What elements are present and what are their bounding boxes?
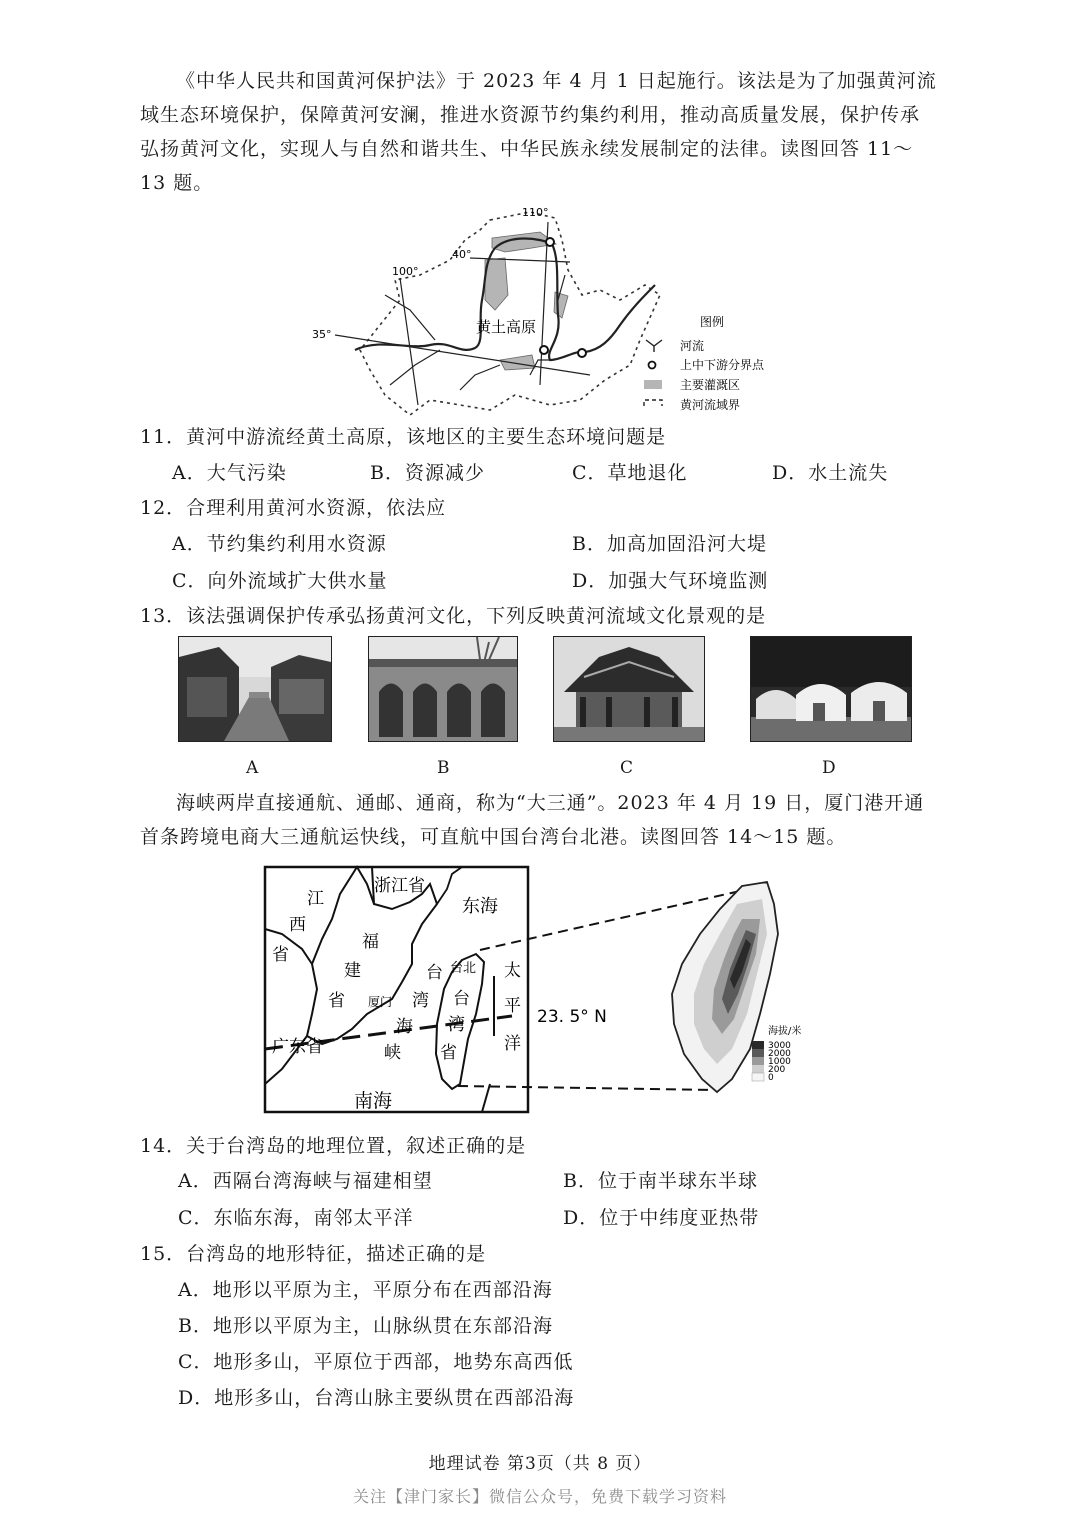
q11-option-a[interactable]: A．大气污染 [172, 462, 287, 484]
river-legend-icon [646, 340, 662, 352]
irrigation-legend-icon [644, 380, 662, 389]
yellow-river [355, 239, 655, 361]
fujian-char-1: 福 [362, 932, 379, 952]
latitude-label: 23. 5° N [537, 1007, 607, 1027]
caption-a: A [246, 758, 259, 778]
photo-d-yurts[interactable] [750, 636, 912, 742]
donghai-label: 东海 [462, 896, 498, 917]
latitude-35-line [335, 335, 590, 375]
strait-char-4: 峡 [384, 1043, 401, 1063]
caption-b: B [437, 758, 450, 778]
strait-char-3: 海 [396, 1017, 413, 1037]
yellow-river-map [300, 200, 780, 425]
taiwan-strait-map [262, 864, 822, 1116]
q11-option-d[interactable]: D．水土流失 [772, 462, 889, 484]
legend-irrigation: 主要灌溉区 [680, 378, 741, 392]
q11-option-c[interactable]: C．草地退化 [572, 462, 688, 484]
caption-c: C [620, 758, 634, 778]
caption-d: D [822, 758, 836, 778]
jiangxi-char-1: 江 [307, 889, 324, 909]
irrigation-area [500, 355, 535, 370]
strait-char-2: 湾 [412, 991, 429, 1011]
division-point-legend-icon [649, 362, 656, 369]
question-12-stem: 12．合理利用黄河水资源，依法应 [140, 497, 447, 519]
pacific-char-1: 太 [504, 961, 521, 981]
pacific-char-2: 平 [504, 996, 521, 1016]
q15-option-b[interactable]: B．地形以平原为主，山脉纵贯在东部沿海 [178, 1315, 553, 1337]
intro2-line: 海峡两岸直接通航、通邮、通商，称为“大三通”。2023 年 4 月 19 日，厦门港开通 [176, 792, 925, 814]
elev-swatch-2000 [752, 1049, 764, 1057]
zhejiang-label: 浙江省 [374, 876, 425, 896]
q12-option-a[interactable]: A．节约集约利用水资源 [172, 533, 387, 555]
q14-option-c[interactable]: C．东临东海，南邻太平洋 [178, 1207, 414, 1229]
watermark-text: 关注【津门家长】微信公众号，免费下载学习资料 [352, 1487, 727, 1506]
lat-35-label: 35° [312, 328, 332, 341]
intro-paragraph-1 [140, 64, 940, 200]
q12-option-c[interactable]: C．向外流域扩大供水量 [172, 570, 388, 592]
elev-swatch-3000 [752, 1041, 764, 1049]
q11-option-b[interactable]: B．资源减少 [370, 462, 485, 484]
question-11-stem: 11．黄河中游流经黄土高原，该地区的主要生态环境问题是 [140, 426, 667, 448]
question-15-stem: 15．台湾岛的地形特征，描述正确的是 [140, 1243, 487, 1265]
intro1-line: 域生态环境保护，保障黄河安澜，推进水资源节约集约利用，推动高质量发展，保护传承 [140, 104, 921, 126]
intro1-line: 弘扬黄河文化，实现人与自然和谐共生、中华民族永续发展制定的法律。读图回答 11～ [140, 138, 914, 160]
division-point [546, 238, 554, 246]
q14-option-d[interactable]: D．位于中纬度亚热带 [563, 1207, 760, 1229]
question-14-stem: 14．关于台湾岛的地理位置，叙述正确的是 [140, 1135, 527, 1157]
lon-110-label: 110° [522, 206, 549, 219]
elevation-legend-title: 海拔/米 [768, 1026, 802, 1037]
lat-40-label: 40° [452, 248, 472, 261]
taiwan-prov-char-1: 台 [453, 989, 470, 1009]
fujian-char-3: 省 [328, 991, 345, 1011]
nanhai-label: 南海 [354, 1090, 393, 1112]
irrigation-area [554, 292, 568, 318]
q15-option-c[interactable]: C．地形多山，平原位于西部，地势东高西低 [178, 1351, 574, 1373]
pacific-char-3: 洋 [504, 1034, 521, 1054]
intro1-line: 13 题。 [140, 172, 214, 194]
elev-tick-3000: 3000 [768, 1041, 791, 1051]
photo-c-dai-building[interactable] [553, 636, 705, 742]
elev-tick-200: 200 [768, 1065, 786, 1075]
fujian-char-2: 建 [344, 961, 361, 981]
elev-tick-0: 0 [768, 1073, 774, 1083]
xiamen-label: 厦门 [368, 995, 393, 1009]
q14-option-b[interactable]: B．位于南半球东半球 [563, 1170, 758, 1192]
q12-option-d[interactable]: D．加强大气环境监测 [572, 570, 769, 592]
jiangxi-char-2: 西 [289, 915, 306, 935]
strait-char-1: 台 [426, 963, 443, 983]
tributary [385, 295, 435, 340]
lon-100-label: 100° [392, 265, 419, 278]
irrigation-area [485, 258, 508, 310]
q14-option-a[interactable]: A．西隔台湾海峡与福建相望 [178, 1170, 433, 1192]
intro2-line: 首条跨境电商大三通航运快线，可直航中国台湾台北港。读图回答 14～15 题。 [140, 826, 847, 848]
tributary [460, 365, 500, 390]
division-point [578, 349, 586, 357]
legend-boundary: 黄河流域界 [680, 398, 741, 412]
legend-title: 图例 [700, 315, 725, 329]
taiwan-prov-char-2: 湾 [448, 1015, 465, 1035]
taiwan-prov-char-3: 省 [440, 1043, 457, 1063]
q15-option-a[interactable]: A．地形以平原为主，平原分布在西部沿海 [178, 1279, 553, 1301]
page-footer: 地理试卷 第3页（共 8 页） [428, 1454, 652, 1474]
photo-a-water-town[interactable] [178, 636, 332, 742]
elev-swatch-200 [752, 1065, 764, 1073]
q12-option-b[interactable]: B．加高加固沿河大堤 [572, 533, 767, 555]
elev-tick-1000: 1000 [768, 1057, 791, 1067]
taipei-label: 台北 [450, 961, 477, 976]
elev-tick-2000: 2000 [768, 1049, 791, 1059]
elev-swatch-0 [752, 1073, 764, 1081]
intro1-line: 《中华人民共和国黄河保护法》于 2023 年 4 月 1 日起施行。该法是为了加强黄河流 [176, 70, 937, 92]
map-legend [644, 314, 765, 412]
longitude-100-line [400, 278, 418, 405]
q15-option-d[interactable]: D．地形多山，台湾山脉主要纵贯在西部沿海 [178, 1387, 575, 1409]
jiangxi-char-3: 省 [272, 945, 289, 965]
intro-paragraph-2 [140, 786, 940, 854]
guangdong-label: 广东省 [272, 1037, 323, 1057]
elev-swatch-1000 [752, 1057, 764, 1065]
boundary-legend-icon [644, 400, 662, 406]
legend-division-point: 上中下游分界点 [680, 358, 765, 372]
loess-plateau-label: 黄土高原 [476, 318, 537, 336]
question-13-stem: 13．该法强调保护传承弘扬黄河文化，下列反映黄河流域文化景观的是 [140, 605, 767, 627]
elevation-legend [752, 1024, 801, 1083]
legend-river: 河流 [680, 339, 705, 353]
division-point [540, 346, 548, 354]
photo-b-cave-dwelling[interactable] [368, 636, 518, 742]
